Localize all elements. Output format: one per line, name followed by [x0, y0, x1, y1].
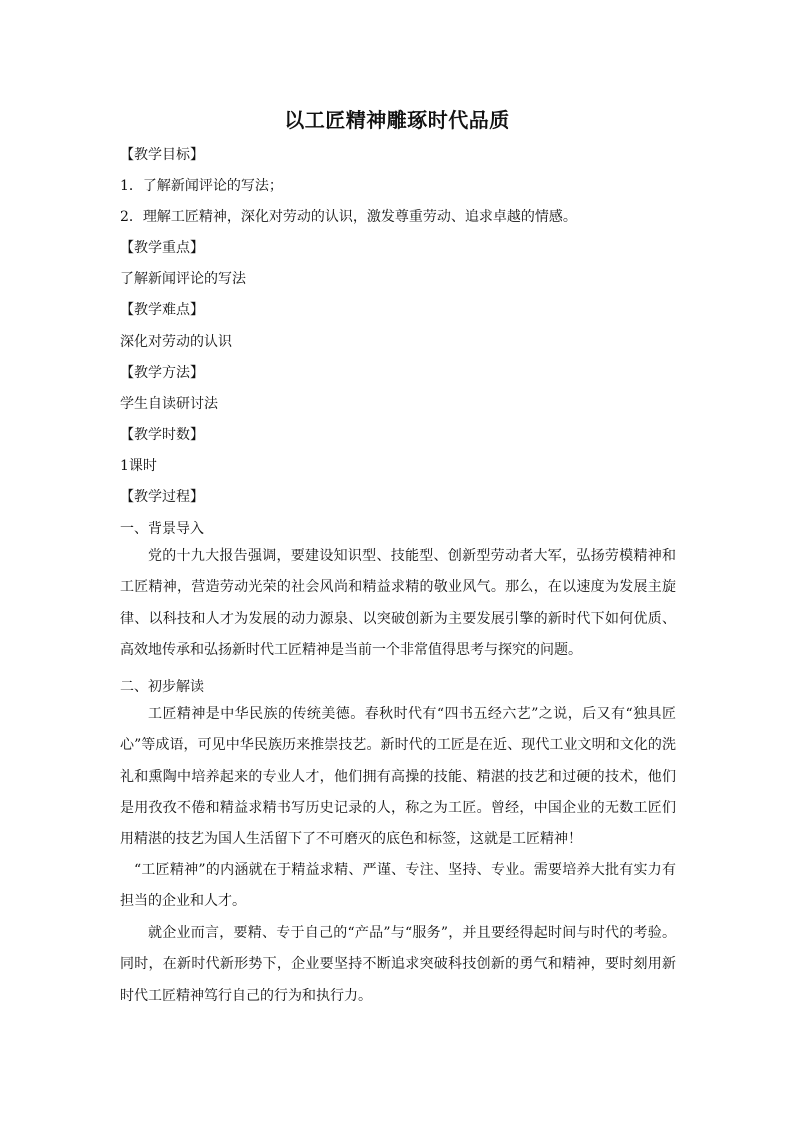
heading-teaching-method: 【教学方法】	[120, 365, 204, 381]
paragraph-enterprise: 就企业而言，要精、专于自己的“产品”与“服务”，并且要经得起时间与时代的考验。同时，在新时代新形势下，企业要坚持不断追求突破科技创新的勇气和精神，要时刻用新时代工匠精神笃行自己的行为和执行力。	[120, 925, 676, 1004]
paragraph-connotation: “工匠精神”的内涵就在于精益求精、严谨、专注、坚持、专业。需要培养大批有实力有担当的企业和人才。	[120, 862, 676, 910]
heading-teaching-focus: 【教学重点】	[120, 240, 204, 256]
teaching-method-text: 学生自读研讨法	[120, 396, 218, 412]
heading-teaching-process: 【教学过程】	[120, 489, 204, 505]
section-background-intro: 一、背景导入	[120, 521, 204, 537]
paragraph-craftsman-spirit: 工匠精神是中华民族的传统美德。春秋时代有“四书五经六艺”之说，后又有“独具匠心”等成语，可见中华民族历来推崇技艺。新时代的工匠是在近、现代工业文明和文化的洗礼和熏陶中培养起来的专业人才，他们拥有高操的技能、精湛的技艺和过硬的技术，他们是用孜孜不倦和精益求精书写历史记录的人，称之为工匠。曾经，中国企业的无数工匠们用精湛的技艺为国人生活留下了不可磨灭的底色和标签，这就是工匠精神！	[120, 706, 676, 848]
document-title: 以工匠精神雕琢时代品质	[284, 108, 510, 132]
paragraph-background: 党的十九大报告强调，要建设知识型、技能型、创新型劳动者大军，弘扬劳模精神和工匠精神，营造劳动光荣的社会风尚和精益求精的敬业风气。那么，在以速度为发展主旋律、以科技和人才为发展的动力源泉、以突破创新为主要发展引擎的新时代下如何优质、高效地传承和弘扬新时代工匠精神是当前一个非常值得思考与探究的问题。	[120, 548, 676, 658]
heading-teaching-difficulty: 【教学难点】	[120, 302, 204, 318]
goal-item-1: 1．了解新闻评论的写法；	[120, 178, 283, 194]
heading-teaching-goals: 【教学目标】	[120, 147, 204, 163]
goal-item-2: 2．理解工匠精神，深化对劳动的认识，激发尊重劳动、追求卓越的情感。	[120, 209, 577, 225]
section-initial-reading: 二、初步解读	[120, 679, 204, 695]
heading-teaching-hours: 【教学时数】	[120, 427, 204, 443]
teaching-hours-text: 1课时	[120, 458, 157, 474]
teaching-focus-text: 了解新闻评论的写法	[120, 271, 246, 287]
teaching-difficulty-text: 深化对劳动的认识	[120, 334, 232, 350]
